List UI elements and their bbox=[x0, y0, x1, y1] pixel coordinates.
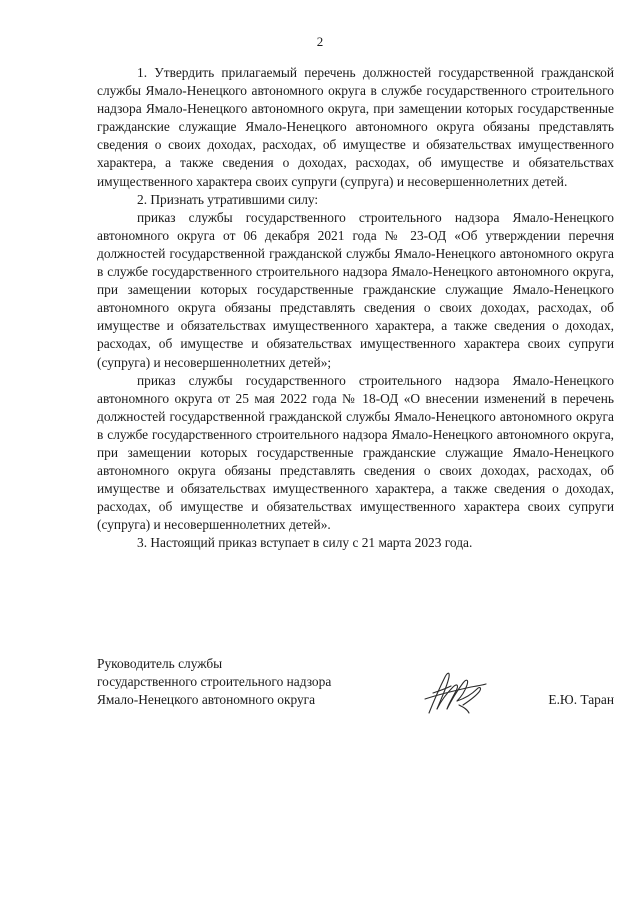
signer-title-line: государственного строительного надзора bbox=[97, 674, 332, 690]
paragraph-repeal-heading: 2. Признать утратившими силу: bbox=[137, 191, 319, 207]
page-number: 2 bbox=[316, 34, 324, 49]
signer-title bbox=[97, 655, 331, 709]
handwritten-signature-icon bbox=[419, 665, 489, 717]
signer-title-line: Руководитель службы bbox=[97, 656, 223, 671]
paragraph-repealed-order-18-od: приказ службы государственного строительного надзора Ямало-Ненецкого автономного округа от 25 мая 2022 года № 18-ОД «О внесении изменений в перечень должностей государственной гражданской службы Ямало-Ненецкого автономного округа в службе государственного строительного надзора Ямало-Ненецкого автономного округа, при замещении которых государственные гражданские служащие Ямало-Ненецкого автономного округа обязаны представлять сведения о своих доходах, расходах, об имуществе и обязательствах имущественного характера, а также сведения о доходах, расходах, об имуществе и обязательствах имущественного характера своих супруги (супруга) и несовершеннолетних детей». bbox=[97, 372, 614, 533]
paragraph-approve-list: 1. Утвердить прилагаемый перечень должностей государственной гражданской службы Ямало-Ненецкого автономного округа в службе государственного строительного надзора Ямало-Ненецкого автономного округа, при замещении которых государственные гражданские служащие Ямало-Ненецкого автономного округа обязаны представлять сведения о своих доходах, расходах, об имуществе и обязательствах имущественного характера, а также сведения о доходах, расходах, об имуществе и обязательствах имущественного характера своих супруги (супруга) и несовершеннолетних детей. bbox=[97, 65, 614, 189]
signature-block bbox=[97, 655, 614, 725]
signer-title-line: Ямало-Ненецкого автономного округа bbox=[97, 692, 316, 708]
signer-name: Е.Ю. Таран bbox=[548, 692, 614, 707]
document-body bbox=[97, 64, 614, 553]
paragraph-repealed-order-23-od: приказ службы государственного строительного надзора Ямало-Ненецкого автономного округа от 06 декабря 2021 года № 23-ОД «Об утверждении перечня должностей государственной гражданской службы Ямало-Ненецкого автономного округа в службе государственного строительного надзора Ямало-Ненецкого автономного округа, при замещении которых государственные гражданские служащие Ямало-Ненецкого автономного округа обязаны представлять сведения о своих доходах, расходах, об имуществе и обязательствах имущественного характера, а также сведения о доходах, расходах, об имуществе и обязательствах имущественного характера своих супруги (супруга) и несовершеннолетних детей»; bbox=[97, 209, 614, 370]
paragraph-effective-date: 3. Настоящий приказ вступает в силу с 21 марта 2023 года. bbox=[137, 535, 473, 551]
